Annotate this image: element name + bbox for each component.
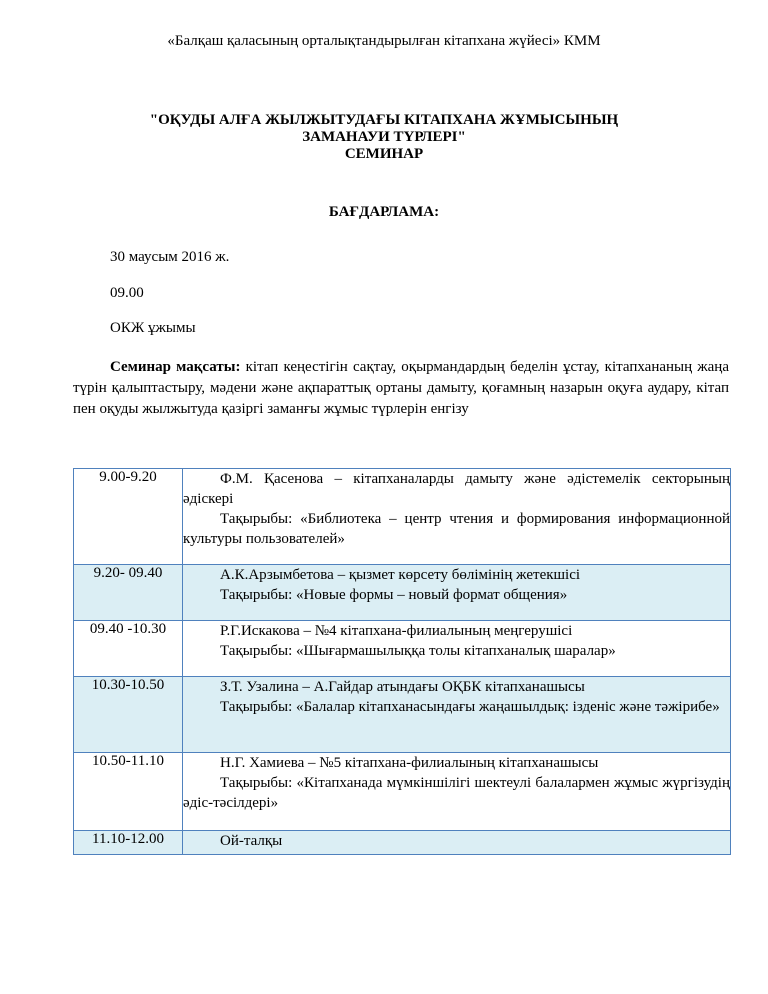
seminar-date: 30 маусым 2016 ж. [110,249,230,265]
schedule-time: 09.40 -10.30 [74,621,183,677]
schedule-speaker: Р.Г.Искакова – №4 кітапхана-филиалының меңгерушісі [220,623,573,639]
organization-header: «Балқаш қаласының орталықтандырылған кітапхана жүйесі» КММ [167,33,601,49]
goal-text: кітап кеңестігін сақтау, оқырмандардың беделін ұстау, кітапхананың жаңа түрін қалыптастыру, мәдени және ақпараттық ортаны дамыту, қоғамның назарын оқуға аудару, кітап пен оқуды жылжытуда қазіргі заманғы жұмыс түрлерін енгізу [73,359,729,417]
schedule-table [73,468,731,855]
schedule-time: 9.20- 09.40 [74,565,183,621]
schedule-time: 10.30-10.50 [74,677,183,753]
schedule-speaker: Н.Г. Хамиева – №5 кітапхана-филиалының кітапханашысы [220,755,599,771]
schedule-speaker: Ф.М. Қасенова – кітапханаларды дамыту және әдістемелік секторының әдіскері [183,471,730,507]
title-line-2: ЗАМАНАУИ ТҮРЛЕРІ" [302,129,466,145]
schedule-topic: Тақырыбы: «Библиотека – центр чтения и формирования информационной культуры пользователей» [183,511,730,547]
schedule-description [183,565,731,621]
seminar-goal [73,357,729,420]
seminar-time: 09.00 [110,285,144,301]
seminar-location: ОКЖ ұжымы [110,320,196,336]
schedule-row [74,831,731,855]
schedule-topic: Тақырыбы: «Балалар кітапханасындағы жаңашылдық: ізденіс және тәжірибе» [220,699,720,715]
schedule-topic: Тақырыбы: «Шығармашылыққа толы кітапханалық шаралар» [220,643,616,659]
schedule-description [183,677,731,753]
title-line-1: "ОҚУДЫ АЛҒА ЖЫЛЖЫТУДАҒЫ КІТАПХАНА ЖҰМЫСЫНЫҢ [149,112,619,128]
schedule-speaker: А.К.Арзымбетова – қызмет көрсету бөлімінің жетекшісі [220,567,581,583]
schedule-description [183,621,731,677]
schedule-row [74,621,731,677]
schedule-time: 9.00-9.20 [74,469,183,565]
schedule-row [74,469,731,565]
schedule-topic: Тақырыбы: «Кітапханада мүмкіншілігі шектеулі балалармен жұмыс жүргізудің әдіс-тәсілдері» [183,775,730,811]
schedule-time: 10.50-11.10 [74,753,183,831]
schedule-topic: Тақырыбы: «Новые формы – новый формат общения» [220,587,568,603]
seminar-title [0,112,768,163]
schedule-row [74,677,731,753]
schedule-row [74,565,731,621]
schedule-speaker: Ой-талқы [220,833,283,849]
schedule-description [183,831,731,855]
schedule-description [183,469,731,565]
schedule-description [183,753,731,831]
goal-label: Семинар мақсаты: [110,359,241,375]
program-heading: БАҒДАРЛАМА: [328,204,440,220]
schedule-row [74,753,731,831]
schedule-speaker: З.Т. Узалина – А.Гайдар атындағы ОҚБК кітапханашысы [220,679,585,695]
schedule-time: 11.10-12.00 [74,831,183,855]
title-line-3: СЕМИНАР [344,146,424,162]
